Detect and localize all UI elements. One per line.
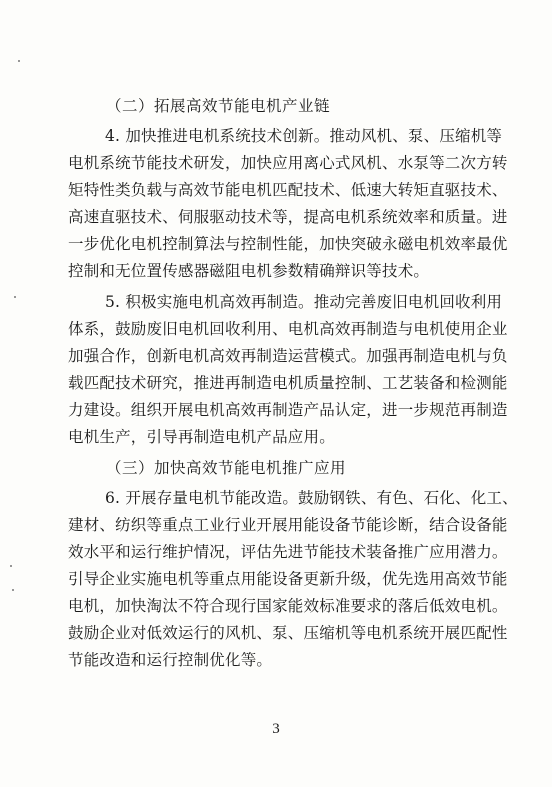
text-line: 效水平和运行维护情况，评估先进节能技术装备推广应用潜力。 bbox=[68, 543, 508, 561]
scan-speck bbox=[18, 60, 20, 62]
text-line: 加强合作，创新电机高效再制造运营模式。加强再制造电机与负 bbox=[68, 347, 508, 365]
text-line: 5. 积极实施电机高效再制造。推动完善废旧电机回收利用 bbox=[105, 293, 503, 311]
text-line: 矩特性类负载与高效节能电机匹配技术、低速大转矩直驱技术、 bbox=[68, 181, 508, 199]
section-heading: （三）加快高效节能电机推广应用 bbox=[106, 459, 347, 477]
text-line: 6. 开展存量电机节能改造。鼓励钢铁、有色、石化、化工、 bbox=[105, 489, 518, 507]
text-line: 电机生产，引导再制造电机产品应用。 bbox=[68, 428, 335, 446]
text-line: 引导企业实施电机等重点用能设备更新升级，优先选用高效节能 bbox=[68, 570, 508, 588]
text-line: 建材、纺织等重点工业行业开展用能设备节能诊断，结合设备能 bbox=[68, 516, 508, 534]
paragraph-item-5 bbox=[68, 289, 508, 451]
text-line: 电机系统节能技术研发，加快应用离心式风机、水泵等二次方转 bbox=[68, 154, 508, 172]
document-body bbox=[68, 93, 518, 678]
scan-speck bbox=[10, 565, 12, 567]
scan-speck bbox=[12, 589, 14, 591]
text-line: 载匹配技术研究，推进再制造电机质量控制、工艺装备和检测能 bbox=[68, 374, 508, 392]
text-line: 4. 加快推进电机系统技术创新。推动风机、泵、压缩机等 bbox=[105, 127, 503, 145]
text-line: 节能改造和运行控制优化等。 bbox=[68, 651, 273, 669]
page-number: 3 bbox=[272, 721, 280, 737]
text-line: 鼓励企业对低效运行的风机、泵、压缩机等电机系统开展匹配性 bbox=[68, 624, 508, 642]
text-line: 力建设。组织开展电机高效再制造产品认定，进一步规范再制造 bbox=[68, 401, 508, 419]
scan-speck bbox=[14, 296, 16, 298]
section-heading: （二）拓展高效节能电机产业链 bbox=[106, 97, 331, 115]
text-line: 一步优化电机控制算法与控制性能，加快突破永磁电机效率最优 bbox=[68, 235, 508, 253]
text-line: 电机，加快淘汰不符合现行国家能效标准要求的落后低效电机。 bbox=[68, 597, 508, 615]
text-line: 高速直驱技术、伺服驱动技术等，提高电机系统效率和质量。进 bbox=[68, 208, 508, 226]
paragraph-item-6 bbox=[68, 485, 518, 674]
text-line: 体系，鼓励废旧电机回收利用、电机高效再制造与电机使用企业 bbox=[68, 320, 508, 338]
paragraph-item-4 bbox=[68, 123, 508, 285]
text-line: 控制和无位置传感器磁阻电机参数精确辩识等技术。 bbox=[68, 262, 430, 280]
